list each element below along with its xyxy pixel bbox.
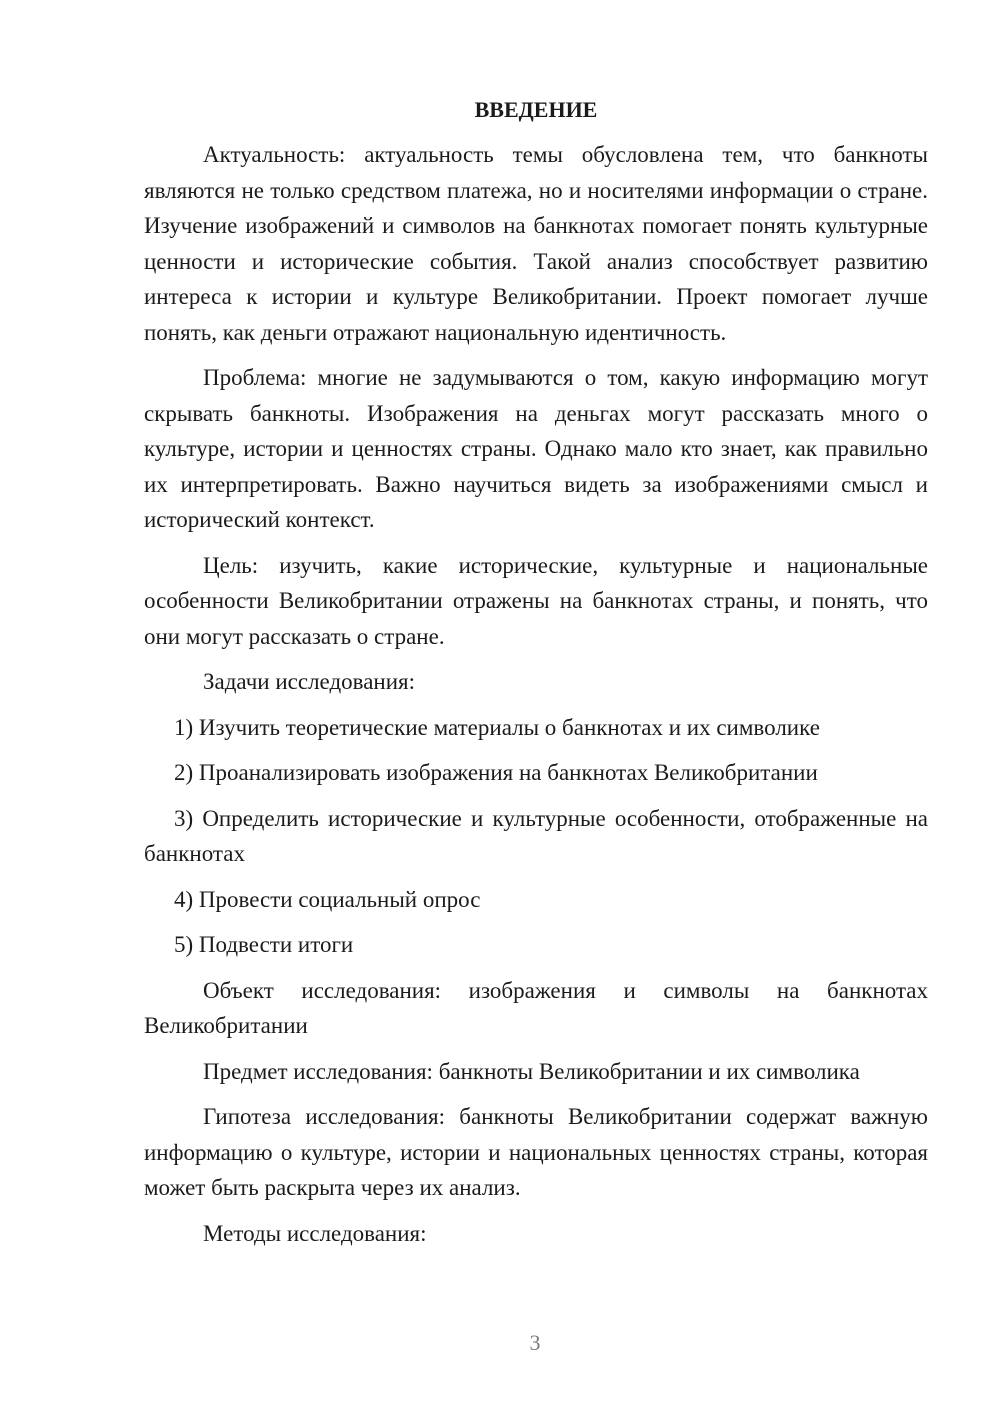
task-item-5: 5) Подвести итоги [174,932,354,957]
task-item-4: 4) Провести социальный опрос [174,886,481,912]
paragraph-subject: Предмет исследования: банкноты Великобритании и их символика [203,1058,860,1084]
page-number: 3 [529,1330,541,1355]
methods-heading: Методы исследования: [203,1220,427,1246]
paragraph-hypothesis: Гипотеза исследования: банкноты Великобритании содержат важную информацию о культуре, истории и национальных ценностях страны, которая может быть раскрыта через их анализ. [144,1104,928,1200]
paragraph-object: Объект исследования: изображения и символы на банкнотах Великобритании [144,977,928,1038]
task-item-1: 1) Изучить теоретические материалы о банкнотах и их символике [174,714,820,740]
paragraph-actuality: Актуальность: актуальность темы обусловлена тем, что банкноты являются не только средством платежа, но и носителями информации о стране. Изучение изображений и символов на банкнотах помогает понять культурные ценности и исторические события. Такой анализ способствует развитию интереса к истории и культуре Великобритании. Проект помогает лучше понять, как деньги отражают национальную идентичность. [144,142,928,345]
task-item-2: 2) Проанализировать изображения на банкнотах Великобритании [174,760,818,785]
paragraph-goal: Цель: изучить, какие исторические, культурные и национальные особенности Великобритании отражены на банкнотах страны, и понять, что они могут рассказать о стране. [144,552,928,649]
paragraph-problem: Проблема: многие не задумываются о том, какую информацию могут скрывать банкноты. Изображения на деньгах могут рассказать много о культуре, истории и ценностях страны. Однако мало кто знает, как правильно их интерпретировать. Важно научиться видеть за изображениями смысл и исторический контекст. [144,365,928,532]
page-title: ВВЕДЕНИЕ [474,97,598,122]
task-item-3: 3) Определить исторические и культурные особенности, отображенные на банкнотах [144,805,928,866]
document-page [144,92,928,1261]
tasks-heading: Задачи исследования: [203,669,416,694]
